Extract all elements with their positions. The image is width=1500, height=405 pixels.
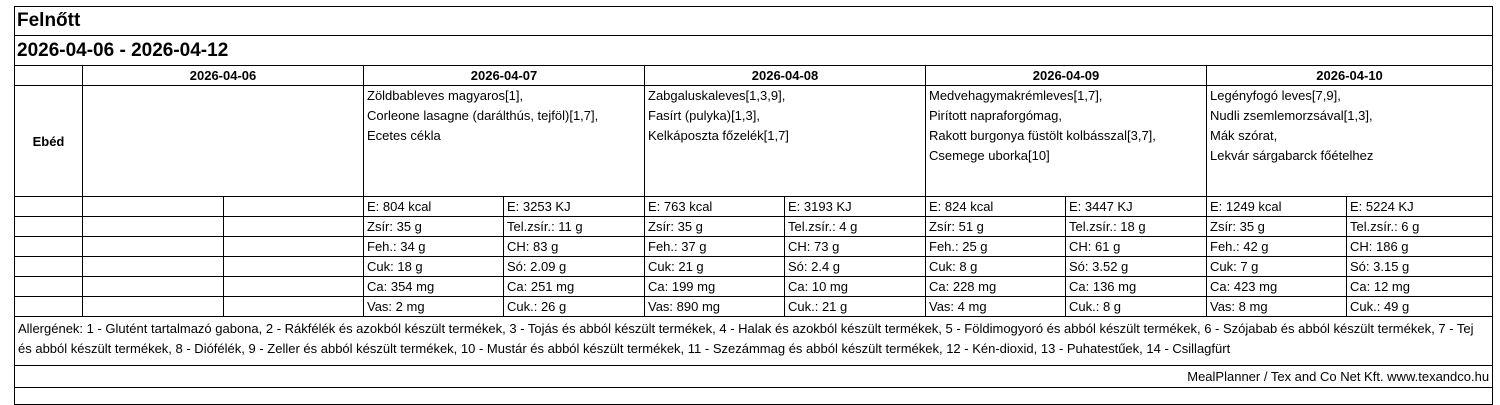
- nutrition-row: [15, 277, 1493, 297]
- meal-label: Ebéd: [15, 86, 83, 197]
- menu-sheet: [14, 6, 1492, 405]
- nutrition-value: Feh.: 34 g: [364, 237, 504, 257]
- nutrition-value: [83, 257, 224, 277]
- nutrition-value: Cuk.: 8 g: [1066, 297, 1207, 317]
- nutrition-value: Cuk.: 49 g: [1347, 297, 1493, 317]
- nutrition-value: Zsír: 35 g: [364, 217, 504, 237]
- day-dishes: [926, 86, 1207, 197]
- nutrition-value: [224, 297, 364, 317]
- nutrition-value: Ca: 199 mg: [645, 277, 785, 297]
- nutrition-value: CH: 83 g: [504, 237, 645, 257]
- nutrition-value: Vas: 8 mg: [1207, 297, 1347, 317]
- nutrition-row: [15, 237, 1493, 257]
- nutrition-value: Zsír: 35 g: [1207, 217, 1347, 237]
- dish-item: Lekvár sárgabarck főételhez: [1210, 148, 1374, 163]
- dish-item: Kelkáposzta főzelék[1,7]: [648, 128, 789, 143]
- nutrition-value: Tel.zsír.: 18 g: [1066, 217, 1207, 237]
- nutrition-value: Cuk.: 21 g: [785, 297, 926, 317]
- dish-item: Ecetes cékla: [367, 128, 441, 143]
- day-dishes: [1207, 86, 1493, 197]
- nutrition-value: Ca: 10 mg: [785, 277, 926, 297]
- nutrition-value: Ca: 423 mg: [1207, 277, 1347, 297]
- lunch-row: [15, 86, 1493, 197]
- nutrition-value: Só: 2.09 g: [504, 257, 645, 277]
- nutrition-value: E: 824 kcal: [926, 197, 1066, 217]
- nutrition-value: Cuk.: 26 g: [504, 297, 645, 317]
- nutrition-value: [83, 277, 224, 297]
- day-dishes: [83, 86, 364, 197]
- day-date: 2026-04-07: [364, 66, 645, 86]
- nutrition-row: [15, 297, 1493, 317]
- nutrition-value: E: 3253 KJ: [504, 197, 645, 217]
- nutrition-row: [15, 197, 1493, 217]
- corner-cell: [15, 66, 83, 86]
- nutrition-value: Tel.zsír.: 11 g: [504, 217, 645, 237]
- day-dishes: [645, 86, 926, 197]
- nutrition-value: Ca: 136 mg: [1066, 277, 1207, 297]
- dish-item: Csemege uborka[10]: [929, 148, 1050, 163]
- nutrition-value: [83, 297, 224, 317]
- nutrition-value: Só: 3.52 g: [1066, 257, 1207, 277]
- nutrition-row: [15, 217, 1493, 237]
- nutrition-value: [224, 217, 364, 237]
- dish-item: Rakott burgonya füstölt kolbásszal[3,7],: [929, 128, 1156, 143]
- nutrition-value: Zsír: 35 g: [645, 217, 785, 237]
- nutrition-value: Só: 2.4 g: [785, 257, 926, 277]
- nutrition-value: E: 1249 kcal: [1207, 197, 1347, 217]
- nutrition-value: Vas: 2 mg: [364, 297, 504, 317]
- nutrition-value: [224, 257, 364, 277]
- nutrition-value: [83, 197, 224, 217]
- nutrition-value: [224, 237, 364, 257]
- nutrition-value: E: 763 kcal: [645, 197, 785, 217]
- dish-item: Fasírt (pulyka)[1,3],: [648, 108, 760, 123]
- nutrition-value: [224, 277, 364, 297]
- day-dishes: [364, 86, 645, 197]
- nutrition-value: E: 804 kcal: [364, 197, 504, 217]
- nutrition-value: Cuk: 7 g: [1207, 257, 1347, 277]
- nutrition-value: Feh.: 25 g: [926, 237, 1066, 257]
- date-range: 2026-04-06 - 2026-04-12: [15, 36, 1493, 66]
- nutrition-value: Feh.: 42 g: [1207, 237, 1347, 257]
- row-label-cell: [15, 277, 83, 297]
- dish-item: Mák szórat,: [1210, 128, 1278, 143]
- nutrition-value: [83, 217, 224, 237]
- nutrition-value: CH: 186 g: [1347, 237, 1493, 257]
- menu-table: [14, 6, 1493, 405]
- nutrition-value: Só: 3.15 g: [1347, 257, 1493, 277]
- blank-row: [15, 388, 1493, 405]
- dish-item: Medvehagymakrémleves[1,7],: [929, 88, 1103, 103]
- day-date: 2026-04-06: [83, 66, 364, 86]
- dish-item: Zöldbableves magyaros[1],: [367, 88, 524, 103]
- dish-item: Corleone lasagne (darálthús, tejföl)[1,7],: [367, 108, 599, 123]
- nutrition-value: Vas: 4 mg: [926, 297, 1066, 317]
- dish-item: Legényfogó leves[7,9],: [1210, 88, 1341, 103]
- nutrition-value: [224, 197, 364, 217]
- nutrition-value: Cuk: 8 g: [926, 257, 1066, 277]
- nutrition-value: [83, 237, 224, 257]
- row-label-cell: [15, 197, 83, 217]
- nutrition-value: Zsír: 51 g: [926, 217, 1066, 237]
- nutrition-value: Cuk: 21 g: [645, 257, 785, 277]
- nutrition-row: [15, 257, 1493, 277]
- nutrition-value: E: 5224 KJ: [1347, 197, 1493, 217]
- nutrition-value: Ca: 251 mg: [504, 277, 645, 297]
- dish-item: Pirított napraforgómag,: [929, 108, 1062, 123]
- day-date: 2026-04-08: [645, 66, 926, 86]
- row-label-cell: [15, 217, 83, 237]
- dish-item: Nudli zsemlemorzsával[1,3],: [1210, 108, 1373, 123]
- row-label-cell: [15, 237, 83, 257]
- row-label-cell: [15, 257, 83, 277]
- nutrition-value: Vas: 890 mg: [645, 297, 785, 317]
- day-date: 2026-04-10: [1207, 66, 1493, 86]
- nutrition-value: E: 3447 KJ: [1066, 197, 1207, 217]
- date-header-row: [15, 66, 1493, 86]
- nutrition-value: Feh.: 37 g: [645, 237, 785, 257]
- nutrition-value: Ca: 12 mg: [1347, 277, 1493, 297]
- day-date: 2026-04-09: [926, 66, 1207, 86]
- nutrition-value: Cuk: 18 g: [364, 257, 504, 277]
- nutrition-value: Tel.zsír.: 6 g: [1347, 217, 1493, 237]
- nutrition-value: Ca: 228 mg: [926, 277, 1066, 297]
- page-title: Felnőtt: [15, 7, 1493, 36]
- nutrition-rows: [15, 197, 1493, 317]
- dish-item: Zabgaluskaleves[1,3,9],: [648, 88, 786, 103]
- footer-credit: MealPlanner / Tex and Co Net Kft. www.texandco.hu: [15, 366, 1493, 388]
- nutrition-value: CH: 61 g: [1066, 237, 1207, 257]
- nutrition-value: Ca: 354 mg: [364, 277, 504, 297]
- nutrition-value: E: 3193 KJ: [785, 197, 926, 217]
- nutrition-value: Tel.zsír.: 4 g: [785, 217, 926, 237]
- row-label-cell: [15, 297, 83, 317]
- nutrition-value: CH: 73 g: [785, 237, 926, 257]
- allergen-legend: Allergének: 1 - Glutént tartalmazó gabona, 2 - Rákfélék és azokból készült termékek, 3 - Tojás és abból készült termékek, 4 - Halak és azokból készült termékek, 5 - Földimogyoró és abból készült termékek, 6 - Szójabab és abból készült termékek, 7 - Tej és abból készült termékek, 8 - Diófélék, 9 - Zeller és abból készült termékek, 10 - Mustár és abból készült termékek, 11 - Szezámmag és abból készült termékek, 12 - Kén-dioxid, 13 - Puhatestűek, 14 - Csillagfürt: [15, 317, 1493, 366]
